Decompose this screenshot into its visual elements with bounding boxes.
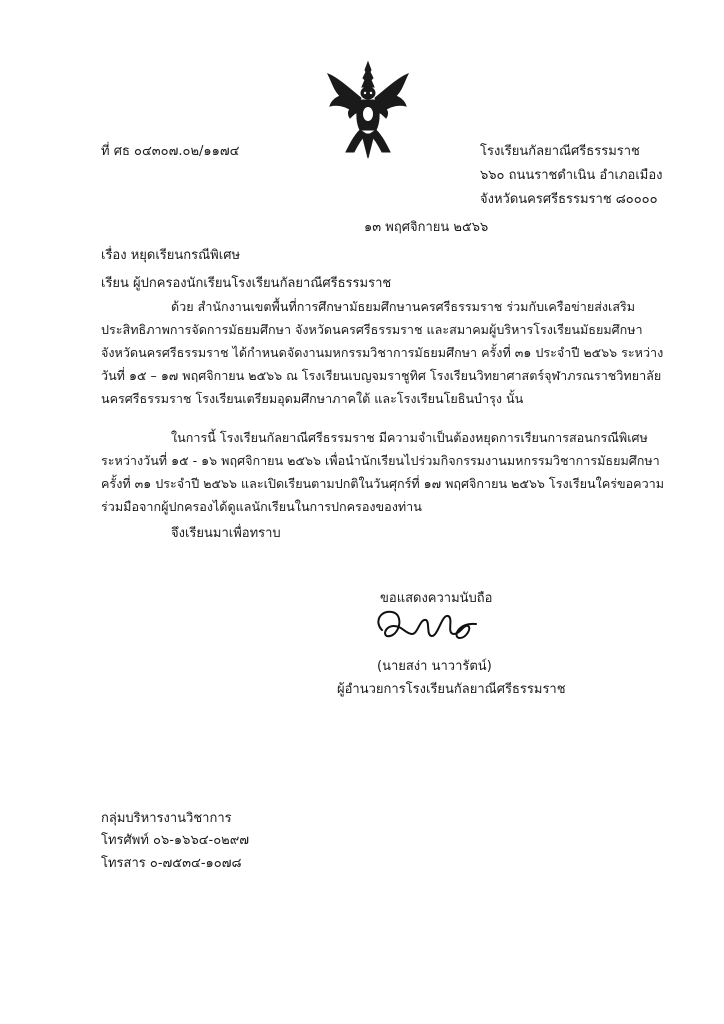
sender-address-line-3: จังหวัดนครศรีธรรมราช ๘๐๐๐๐ (480, 192, 658, 207)
reference-number: ที่ ศธ ๐๔๓๐๗.๐๒/๑๑๗๔ (101, 144, 240, 159)
sender-address-line-1: โรงเรียนกัลยาณีศรีธรรมราช (480, 144, 640, 159)
closing-request: จึงเรียนมาเพื่อทราบ (171, 526, 281, 541)
paragraph-line: ด้วย สำนักงานเขตพื้นที่การศึกษามัธยมศึกษานครศรีธรรมราช ร่วมกับเครือข่ายส่งเสริม (171, 299, 636, 314)
garuda-emblem (326, 60, 410, 160)
paragraph-line: ครั้งที่ ๓๑ ประจำปี ๒๕๖๖ และเปิดเรียนตามปกติในวันศุกร์ที่ ๑๗ พฤศจิกายน ๒๕๖๖ โรงเรียนใคร่ขอความ (101, 476, 665, 491)
paragraph-line: ในการนี้ โรงเรียนกัลยาณีศรีธรรมราช มีความจำเป็นต้องหยุดการเรียนการสอนกรณีพิเศษ (171, 430, 648, 445)
sender-address-line-2: ๖๖๐ ถนนราชดำเนิน อำเภอเมือง (480, 168, 663, 183)
signer-position: ผู้อำนวยการโรงเรียนกัลยาณีศรีธรรมราช (337, 682, 566, 697)
paragraph-line: จังหวัดนครศรีธรรมราช ได้กำหนดจัดงานมหกรรมวิชาการมัธยมศึกษา ครั้งที่ ๓๑ ประจำปี ๒๕๖๖ ระหว่าง (101, 345, 664, 360)
letter-date: ๑๓ พฤศจิกายน ๒๕๖๖ (364, 220, 489, 235)
complimentary-close: ขอแสดงความนับถือ (380, 591, 493, 606)
signature (372, 604, 482, 648)
paragraph-line: ร่วมมือจากผู้ปกครองได้ดูแลนักเรียนในการปกครองของท่าน (101, 499, 422, 514)
footer-phone: โทรศัพท์ ๐๖-๑๖๖๔-๐๒๙๗ (101, 833, 250, 848)
paragraph-line: ประสิทธิภาพการจัดการมัธยมศึกษา จังหวัดนครศรีธรรมราช และสมาคมผู้บริหารโรงเรียนมัธยมศึกษา (101, 322, 643, 337)
subject-line: เรื่อง หยุดเรียนกรณีพิเศษ (101, 248, 241, 263)
paragraph-line: ระหว่างวันที่ ๑๕ - ๑๖ พฤศจิกายน ๒๕๖๖ เพื่อนำนักเรียนไปร่วมกิจกรรมงานมหกรรมวิชาการมัธยมศึกษา (101, 453, 660, 468)
signer-name: (นายสง่า นาวารัตน์) (377, 659, 492, 674)
paragraph-line: นครศรีธรรมราช โรงเรียนเตรียมอุดมศึกษาภาคใต้ และโรงเรียนโยธินบำรุง นั้น (101, 391, 524, 406)
footer-department: กลุ่มบริหารงานวิชาการ (101, 811, 232, 826)
paragraph-line: วันที่ ๑๕ – ๑๗ พฤศจิกายน ๒๕๖๖ ณ โรงเรียนเบญจมราชูทิศ โรงเรียนวิทยาศาสตร์จุฬาภรณราชวิทยาลัย (101, 368, 662, 383)
salutation-line: เรียน ผู้ปกครองนักเรียนโรงเรียนกัลยาณีศรีธรรมราช (101, 276, 392, 291)
footer-fax: โทรสาร ๐-๗๕๓๔-๑๐๗๘ (101, 856, 242, 871)
